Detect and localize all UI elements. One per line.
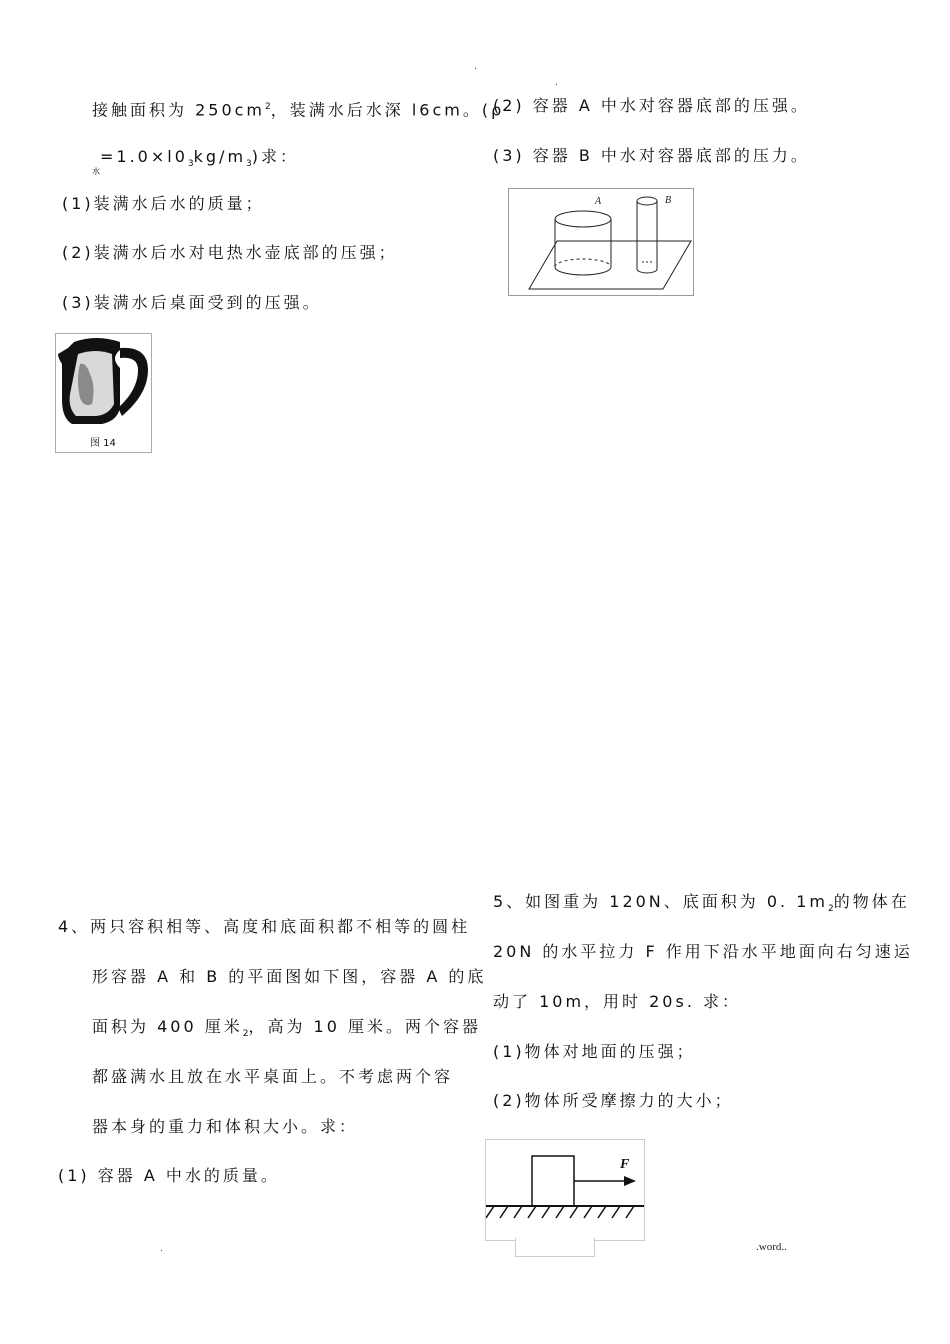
problem3-line2-a: =1.0×l0 bbox=[100, 147, 188, 166]
force-label: F bbox=[620, 1157, 630, 1172]
problem3-line2-c: )求： bbox=[251, 147, 300, 166]
containers-figure bbox=[508, 188, 694, 296]
problem5-line1-b: 的物体在 bbox=[833, 892, 910, 911]
kettle-image bbox=[56, 334, 151, 452]
problem5-line3: 动了 10m，用时 20s. 求： bbox=[493, 992, 741, 1011]
problem3-question-2: (2)装满水后水对电热水壶底部的压强； bbox=[62, 243, 398, 262]
block-force-figure bbox=[485, 1139, 645, 1241]
problem4-prev-question-2: (2) 容器 A 中水对容器底部的压强。 bbox=[493, 96, 810, 115]
figure-bottom-tab bbox=[515, 1238, 595, 1257]
problem5-question-1: (1)物体对地面的压强； bbox=[493, 1042, 696, 1061]
page-dot-right: . bbox=[555, 78, 558, 88]
problem3-line2-sup: 3 bbox=[187, 159, 194, 170]
problem3-line1-a: 接触面积为 250cm bbox=[92, 100, 266, 120]
problem5-line1 bbox=[493, 892, 910, 919]
problem3-line2 bbox=[92, 147, 299, 174]
problem3-line1 bbox=[92, 97, 504, 120]
problem4-prev-question-3: (3) 容器 B 中水对容器底部的压力。 bbox=[493, 146, 810, 165]
problem4-line3-b: ，高为 10 厘米。两个容器 bbox=[248, 1017, 481, 1036]
problem3-line1-sup: 2 bbox=[265, 102, 271, 112]
problem3-line2-sup2: 3 bbox=[246, 159, 252, 170]
problem4-line3-sup: 2 bbox=[242, 1029, 249, 1040]
problem4-line3-a: 面积为 400 厘米 bbox=[92, 1017, 243, 1036]
page-dot-top: . bbox=[474, 62, 477, 72]
problem4-line4: 都盛满水且放在水平桌面上。不考虑两个容 bbox=[92, 1067, 454, 1086]
container-a-label: A bbox=[595, 196, 602, 207]
kettle-figure bbox=[55, 333, 152, 453]
containers-image bbox=[509, 189, 693, 295]
problem5-line1-sup: 2 bbox=[827, 904, 834, 915]
problem4-line5: 器本身的重力和体积大小。求： bbox=[92, 1117, 359, 1136]
problem3-line1-b: ，装满水后水深 l6cm。(ρ bbox=[270, 100, 505, 120]
block-force-image bbox=[486, 1140, 644, 1240]
problem5-line2: 20N 的水平拉力 F 作用下沿水平地面向右匀速运 bbox=[493, 942, 913, 961]
kettle-caption: 图 14 bbox=[90, 438, 116, 449]
problem5-line1-a: 5、如图重为 120N、底面积为 0. 1m bbox=[493, 892, 828, 911]
problem4-line2: 形容器 A 和 B 的平面图如下图，容器 A 的底 bbox=[92, 967, 487, 986]
problem3-question-3: (3)装满水后桌面受到的压强。 bbox=[62, 293, 322, 312]
problem4-question-1: (1) 容器 A 中水的质量。 bbox=[58, 1166, 280, 1185]
problem3-question-1: (1)装满水后水的质量； bbox=[62, 194, 265, 213]
problem4-line1: 4、两只容积相等、高度和底面积都不相等的圆柱 bbox=[58, 917, 471, 936]
footer-word: .word.. bbox=[756, 1241, 787, 1253]
problem3-line2-b: kg/m bbox=[193, 147, 247, 166]
problem4-line3 bbox=[92, 1017, 481, 1044]
container-b-label: B bbox=[665, 195, 672, 206]
problem5-question-2: (2)物体所受摩擦力的大小； bbox=[493, 1091, 734, 1110]
problem3-line2-sub: 水 bbox=[92, 167, 100, 176]
page-dot-bottom: . bbox=[160, 1244, 163, 1254]
